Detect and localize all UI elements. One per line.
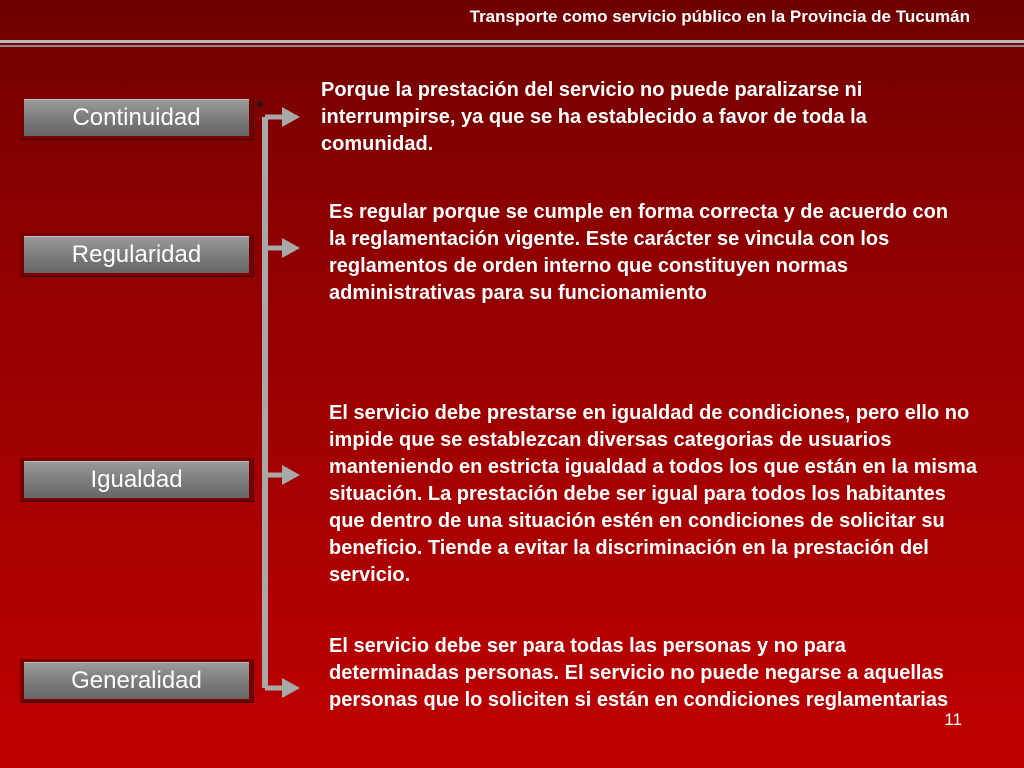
- arrow-generalidad-icon: [282, 678, 300, 698]
- principle-label: Continuidad: [24, 99, 249, 136]
- principle-box-generalidad: [20, 659, 253, 702]
- principle-description-generalidad: El servicio debe ser para todas las personas y no para determinadas personas. El servicio no puede negarse a aquellas personas que lo soliciten si están en condiciones reglamentarias: [329, 635, 949, 711]
- principle-description-continuidad: Porque la prestación del servicio no puede paralizarse ni interrumpirse, ya que se ha establecido a favor de toda la comunidad.: [321, 79, 867, 155]
- principle-label: Regularidad: [24, 236, 249, 273]
- principle-description-regularidad: Es regular porque se cumple en forma correcta y de acuerdo con la reglamentación vigente. Este carácter se vincula con los reglamentos de orden interno que constituyen normas administrativas para su funcionamiento: [329, 201, 949, 304]
- slide-number: 11: [944, 710, 962, 729]
- arrow-continuidad-icon: [282, 107, 300, 127]
- arrow-regularidad-icon: [282, 238, 300, 258]
- principle-box-regularidad: [20, 233, 253, 276]
- principle-box-continuidad: [20, 96, 253, 139]
- principle-label: Igualdad: [24, 461, 249, 498]
- slide-header-title: Transporte como servicio público en la Provincia de Tucumán: [469, 7, 970, 26]
- principle-box-igualdad: [20, 458, 253, 501]
- principle-label: Generalidad: [24, 662, 249, 699]
- principle-description-igualdad: El servicio debe prestarse en igualdad de condiciones, pero ello no impide que se establezcan diversas categorias de usuarios manteniendo en estricta igualdad a todos los que están en la misma situación. La prestación debe ser igual para todos los habitantes que dentro de una situación estén en condiciones de solicitar su beneficio. Tiende a evitar la discriminación en la prestación del servicio.: [329, 402, 977, 586]
- small-pointer-icon: [256, 100, 262, 108]
- arrow-igualdad-icon: [282, 465, 300, 485]
